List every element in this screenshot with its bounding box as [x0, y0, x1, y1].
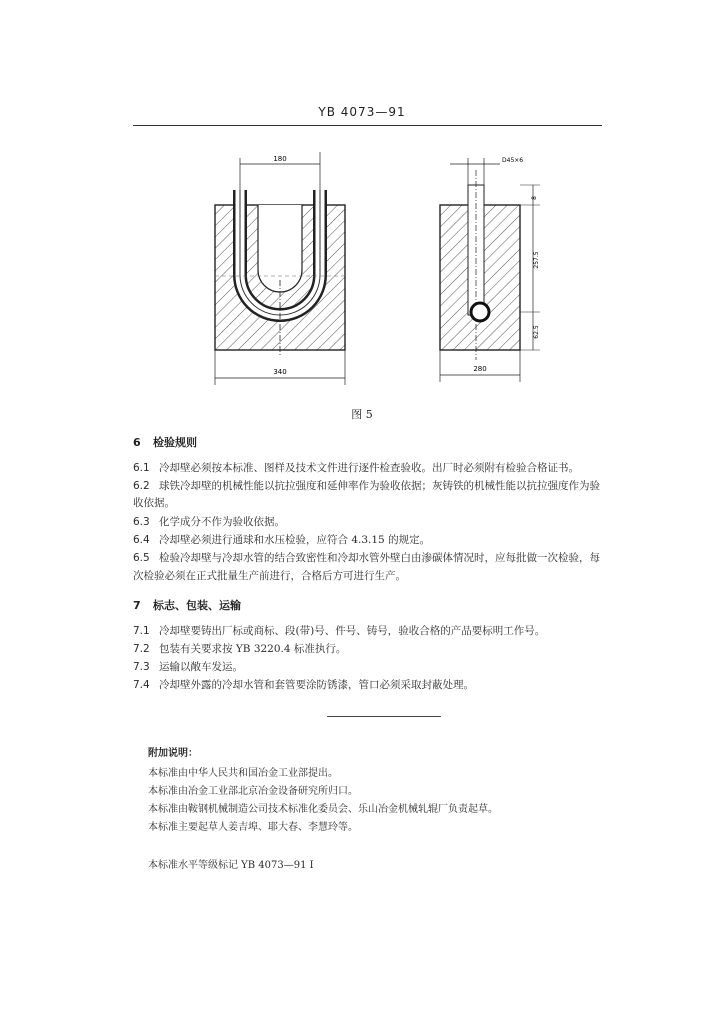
note-line-3: 本标准由鞍钢机械制造公司技术标准化委员会、乐山冶金机械轧辊厂负责起草。 [148, 804, 498, 815]
page-header: YB 4073—91 [318, 105, 406, 119]
clause-7-3: 7.3 运输以敞车发运。 [133, 661, 243, 673]
dim-180: 180 [273, 155, 287, 163]
section-6-number: 6 [133, 436, 141, 449]
section-7-title: 标志、包装、运输 [153, 599, 241, 612]
note-line-4: 本标准主要起草人姜吉埠、耶大春、李慧玲等。 [148, 822, 358, 833]
note-line-1: 本标准由中华人民共和国冶金工业部提出。 [148, 768, 338, 779]
clause-6-4: 6.4 冷却壁必须进行通球和水压检验，应符合 4.3.15 的规定。 [133, 534, 431, 546]
dim-280: 280 [473, 365, 487, 373]
figure-5-drawing [200, 150, 540, 395]
left-view [215, 152, 345, 385]
dim-257-5: 257.5 [533, 251, 540, 269]
dim-8: 8 [531, 196, 538, 200]
clause-7-2: 7.2 包装有关要求按 YB 3220.4 标准执行。 [133, 643, 347, 655]
clause-6-3: 6.3 化学成分不作为验收依据。 [133, 516, 285, 528]
figure-caption: 图 5 [351, 408, 373, 421]
dim-62-5: 62.5 [533, 325, 540, 339]
section-6-title: 检验规则 [153, 436, 197, 449]
clause-6-1: 6.1 冷却壁必须按本标准、图样及技术文件进行逐件检查验收。出厂时必须附有检验合格证书。 [133, 462, 579, 474]
standard-grade-mark: 本标准水平等级标记 YB 4073—91 I [148, 860, 314, 871]
clause-6-2-cont: 收依据。 [133, 497, 175, 509]
clause-6-5-cont: 次检验必须在正式批量生产前进行，合格后方可进行生产。 [133, 570, 406, 582]
clause-6-5: 6.5 检验冷却壁与冷却水管的结合致密性和冷却水管外壁白由渗碳体情况时，应每批做一次检验，每 [133, 552, 600, 564]
dim-d45x6: D45×6 [502, 157, 524, 164]
section-7-heading [133, 597, 241, 613]
section-divider [327, 716, 441, 717]
notes-title: 附加说明： [148, 748, 198, 759]
clause-6-2: 6.2 球铁冷却壁的机械性能以抗拉强度和延伸率作为验收依据；灰铸铁的机械性能以抗拉强度作为验 [133, 480, 600, 492]
dim-340: 340 [273, 368, 287, 376]
section-6-heading [133, 434, 197, 450]
clause-7-4: 7.4 冷却壁外露的冷却水管和套管要涂防锈漆，管口必须采取封蔽处理。 [133, 679, 474, 691]
section-7-number: 7 [133, 599, 141, 612]
header-rule [133, 125, 602, 126]
right-view [440, 157, 540, 382]
note-line-2: 本标准由冶金工业部北京冶金设备研究所归口。 [148, 786, 358, 797]
clause-7-1: 7.1 冷却壁要铸出厂标或商标、段(带)号、件号、铸号，验收合格的产品要标明工作号。 [133, 625, 546, 637]
